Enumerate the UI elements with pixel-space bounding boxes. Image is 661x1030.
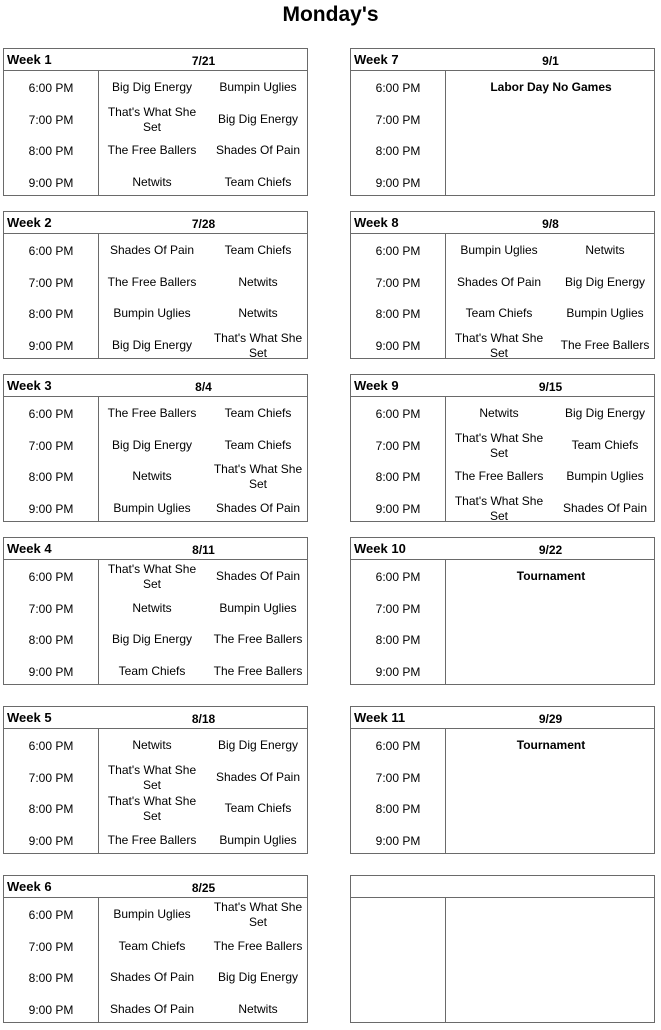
away-team: That's What She Set <box>213 330 303 360</box>
game-row <box>351 167 656 198</box>
game-row <box>351 624 656 655</box>
home-team <box>446 135 552 166</box>
game-time: 8:00 PM <box>28 143 74 158</box>
week-block <box>350 48 655 196</box>
game-row <box>4 298 309 329</box>
home-team: That's What She Set <box>454 430 544 460</box>
game-time: 8:00 PM <box>28 801 74 816</box>
home-team: Netwits <box>132 738 172 752</box>
away-team <box>552 962 658 993</box>
away-team <box>552 899 658 930</box>
home-team: That's What She Set <box>107 762 197 792</box>
game-row <box>4 493 309 524</box>
away-team: Team Chiefs <box>224 801 292 815</box>
away-team <box>552 931 658 962</box>
game-row <box>4 398 309 429</box>
home-team <box>446 656 552 687</box>
game-row <box>4 962 309 993</box>
week-label: Week 9 <box>354 378 399 393</box>
away-team: Team Chiefs <box>224 438 292 452</box>
game-time: 6:00 PM <box>28 243 74 258</box>
game-time: 8:00 PM <box>28 632 74 647</box>
away-team <box>552 167 658 198</box>
home-team <box>446 561 552 592</box>
game-row <box>351 793 656 824</box>
home-team: The Free Ballers <box>107 143 197 157</box>
game-time <box>351 962 445 993</box>
away-team <box>552 104 658 135</box>
week-date: 8/18 <box>191 712 216 726</box>
week-date: 7/28 <box>191 217 216 231</box>
home-team: The Free Ballers <box>107 406 197 420</box>
away-team <box>552 624 658 655</box>
home-team: Bumpin Uglies <box>113 306 191 320</box>
home-team: Team Chiefs <box>118 939 186 953</box>
game-time: 8:00 PM <box>375 801 421 816</box>
game-row <box>4 104 309 135</box>
game-row <box>4 656 309 687</box>
game-row <box>351 493 656 524</box>
game-row <box>351 931 656 962</box>
away-team: Shades Of Pain <box>215 569 301 583</box>
away-team <box>552 72 658 103</box>
game-time: 6:00 PM <box>28 80 74 95</box>
away-team <box>552 994 658 1025</box>
game-row <box>351 593 656 624</box>
game-time: 9:00 PM <box>28 833 74 848</box>
away-team: Team Chiefs <box>571 438 639 452</box>
away-team: Team Chiefs <box>224 406 292 420</box>
week-header <box>4 212 307 234</box>
week-date: 9/8 <box>542 217 559 231</box>
week-date: 9/15 <box>538 380 563 394</box>
game-row <box>351 730 656 761</box>
game-time: 9:00 PM <box>375 664 421 679</box>
game-row <box>4 330 309 361</box>
game-row <box>351 135 656 166</box>
away-team: Bumpin Uglies <box>219 80 297 94</box>
away-team <box>552 135 658 166</box>
game-row <box>351 561 656 592</box>
game-row <box>351 267 656 298</box>
away-team: That's What She Set <box>213 461 303 491</box>
week-label: Week 10 <box>354 541 406 556</box>
game-row <box>4 135 309 166</box>
home-team <box>446 931 552 962</box>
week-block <box>350 875 655 1023</box>
home-team: Big Dig Energy <box>111 338 193 352</box>
game-row <box>351 656 656 687</box>
home-team: Big Dig Energy <box>111 80 193 94</box>
home-team: That's What She Set <box>454 330 544 360</box>
home-team: Bumpin Uglies <box>460 243 538 257</box>
game-time: 7:00 PM <box>28 438 74 453</box>
home-team <box>446 994 552 1025</box>
game-row <box>4 235 309 266</box>
game-row <box>4 430 309 461</box>
game-row <box>4 762 309 793</box>
game-time <box>351 899 445 930</box>
home-team: That's What She Set <box>107 104 197 134</box>
away-team <box>552 825 658 856</box>
away-team: The Free Ballers <box>213 664 303 678</box>
home-team <box>446 72 552 103</box>
week-label: Week 6 <box>7 879 52 894</box>
home-team: Bumpin Uglies <box>113 907 191 921</box>
away-team: Team Chiefs <box>224 175 292 189</box>
away-team: Bumpin Uglies <box>566 469 644 483</box>
game-time: 6:00 PM <box>28 738 74 753</box>
game-time: 7:00 PM <box>28 275 74 290</box>
week-date: 7/21 <box>191 54 216 68</box>
game-row <box>4 825 309 856</box>
game-row <box>351 330 656 361</box>
home-team: The Free Ballers <box>454 469 544 483</box>
week-label: Week 3 <box>7 378 52 393</box>
home-team: That's What She Set <box>107 561 197 591</box>
home-team: Bumpin Uglies <box>113 501 191 515</box>
week-date: 8/11 <box>192 543 215 557</box>
week-block <box>3 48 308 196</box>
game-row <box>4 931 309 962</box>
week-header <box>4 49 307 71</box>
away-team: The Free Ballers <box>213 632 303 646</box>
home-team: Shades Of Pain <box>456 275 542 289</box>
home-team: That's What She Set <box>454 493 544 523</box>
week-header <box>351 49 654 71</box>
away-team: Big Dig Energy <box>564 275 646 289</box>
week-label: Week 2 <box>7 215 52 230</box>
page-title: Monday's <box>282 3 379 26</box>
game-row <box>4 899 309 930</box>
home-team <box>446 593 552 624</box>
game-row <box>351 298 656 329</box>
home-team: The Free Ballers <box>107 833 197 847</box>
away-team <box>552 762 658 793</box>
game-time: 7:00 PM <box>375 438 421 453</box>
game-row <box>351 825 656 856</box>
away-team: Shades Of Pain <box>215 770 301 784</box>
away-team: Netwits <box>238 275 278 289</box>
away-team: Team Chiefs <box>224 243 292 257</box>
game-time <box>351 931 445 962</box>
game-time: 8:00 PM <box>375 632 421 647</box>
game-row <box>351 72 656 103</box>
week-label: Week 1 <box>7 52 52 67</box>
week-label: Week 5 <box>7 710 52 725</box>
away-team: Shades Of Pain <box>215 501 301 515</box>
away-team <box>552 593 658 624</box>
game-row <box>4 994 309 1025</box>
week-block <box>3 875 308 1023</box>
away-team <box>552 793 658 824</box>
game-time: 7:00 PM <box>375 601 421 616</box>
week-note: Labor Day No Games <box>490 80 612 94</box>
away-team: The Free Ballers <box>213 939 303 953</box>
game-row <box>351 104 656 135</box>
week-header <box>4 538 307 560</box>
week-header <box>351 212 654 234</box>
game-time: 9:00 PM <box>28 664 74 679</box>
home-team: Netwits <box>132 175 172 189</box>
game-row <box>351 235 656 266</box>
game-time: 9:00 PM <box>28 1002 74 1017</box>
home-team: Netwits <box>132 469 172 483</box>
game-row <box>4 267 309 298</box>
away-team: Bumpin Uglies <box>566 306 644 320</box>
game-time: 6:00 PM <box>28 406 74 421</box>
game-row <box>351 430 656 461</box>
game-row <box>351 398 656 429</box>
home-team: Big Dig Energy <box>111 632 193 646</box>
game-time: 8:00 PM <box>28 306 74 321</box>
home-team: Team Chiefs <box>465 306 533 320</box>
game-time: 8:00 PM <box>28 970 74 985</box>
game-row <box>4 461 309 492</box>
game-time: 9:00 PM <box>375 501 421 516</box>
week-date: 8/4 <box>195 380 212 394</box>
home-team <box>446 793 552 824</box>
home-team <box>446 825 552 856</box>
game-row <box>351 762 656 793</box>
home-team: The Free Ballers <box>107 275 197 289</box>
week-header <box>351 707 654 729</box>
game-time: 6:00 PM <box>28 907 74 922</box>
game-time: 9:00 PM <box>28 501 74 516</box>
game-time: 8:00 PM <box>375 306 421 321</box>
week-label: Week 4 <box>7 541 52 556</box>
away-team: Big Dig Energy <box>217 738 299 752</box>
home-team: Shades Of Pain <box>109 1002 195 1016</box>
week-block <box>3 706 308 854</box>
home-team <box>446 624 552 655</box>
week-block <box>350 706 655 854</box>
week-header <box>351 538 654 560</box>
game-time: 7:00 PM <box>28 770 74 785</box>
away-team: Shades Of Pain <box>562 501 648 515</box>
game-row <box>4 593 309 624</box>
game-time: 6:00 PM <box>375 569 421 584</box>
game-time: 8:00 PM <box>375 143 421 158</box>
game-row <box>4 561 309 592</box>
week-block <box>3 211 308 359</box>
week-date: 9/1 <box>542 54 559 68</box>
week-header <box>4 876 307 898</box>
away-team: Bumpin Uglies <box>219 601 297 615</box>
game-time: 7:00 PM <box>28 939 74 954</box>
game-time: 6:00 PM <box>375 406 421 421</box>
week-date: 8/25 <box>191 881 216 895</box>
week-header <box>351 375 654 397</box>
game-time: 7:00 PM <box>375 275 421 290</box>
home-team: Netwits <box>479 406 519 420</box>
away-team: That's What She Set <box>213 899 303 929</box>
away-team: Netwits <box>238 306 278 320</box>
home-team: Shades Of Pain <box>109 243 195 257</box>
week-date: 9/22 <box>538 543 563 557</box>
away-team <box>552 656 658 687</box>
week-date: 9/29 <box>538 712 563 726</box>
away-team: Shades Of Pain <box>215 143 301 157</box>
game-time: 9:00 PM <box>28 175 74 190</box>
home-team <box>446 167 552 198</box>
home-team: Big Dig Energy <box>111 438 193 452</box>
away-team: Netwits <box>238 1002 278 1016</box>
week-header <box>4 707 307 729</box>
game-time: 7:00 PM <box>375 770 421 785</box>
away-team <box>552 730 658 761</box>
away-team: The Free Ballers <box>560 338 650 352</box>
away-team <box>552 561 658 592</box>
game-time: 9:00 PM <box>375 175 421 190</box>
home-team <box>446 730 552 761</box>
home-team <box>446 762 552 793</box>
week-label: Week 8 <box>354 215 399 230</box>
home-team: Shades Of Pain <box>109 970 195 984</box>
game-row <box>351 994 656 1025</box>
home-team: Netwits <box>132 601 172 615</box>
game-time: 6:00 PM <box>375 243 421 258</box>
home-team: Team Chiefs <box>118 664 186 678</box>
game-row <box>4 793 309 824</box>
game-row <box>351 461 656 492</box>
game-row <box>4 72 309 103</box>
home-team <box>446 104 552 135</box>
away-team: Netwits <box>585 243 625 257</box>
game-row <box>351 962 656 993</box>
game-row <box>351 899 656 930</box>
game-time: 8:00 PM <box>28 469 74 484</box>
week-block <box>350 211 655 359</box>
game-time: 6:00 PM <box>375 738 421 753</box>
game-time: 9:00 PM <box>375 833 421 848</box>
week-block <box>350 537 655 685</box>
week-block <box>350 374 655 522</box>
game-time: 7:00 PM <box>375 112 421 127</box>
home-team: That's What She Set <box>107 793 197 823</box>
week-header <box>351 876 654 898</box>
game-row <box>4 167 309 198</box>
game-time: 9:00 PM <box>375 338 421 353</box>
game-time: 6:00 PM <box>375 80 421 95</box>
week-header <box>4 375 307 397</box>
game-time: 6:00 PM <box>28 569 74 584</box>
home-team <box>446 899 552 930</box>
away-team: Big Dig Energy <box>564 406 646 420</box>
away-team: Big Dig Energy <box>217 112 299 126</box>
game-time: 7:00 PM <box>28 112 74 127</box>
week-label: Week 7 <box>354 52 399 67</box>
week-block <box>3 537 308 685</box>
game-row <box>4 730 309 761</box>
week-note: Tournament <box>516 738 586 752</box>
week-label: Week 11 <box>354 710 406 725</box>
game-time: 9:00 PM <box>28 338 74 353</box>
away-team: Bumpin Uglies <box>219 833 297 847</box>
game-time: 7:00 PM <box>28 601 74 616</box>
away-team: Big Dig Energy <box>217 970 299 984</box>
game-time <box>351 994 445 1025</box>
game-row <box>4 624 309 655</box>
week-note: Tournament <box>516 569 586 583</box>
home-team <box>446 962 552 993</box>
game-time: 8:00 PM <box>375 469 421 484</box>
week-block <box>3 374 308 522</box>
